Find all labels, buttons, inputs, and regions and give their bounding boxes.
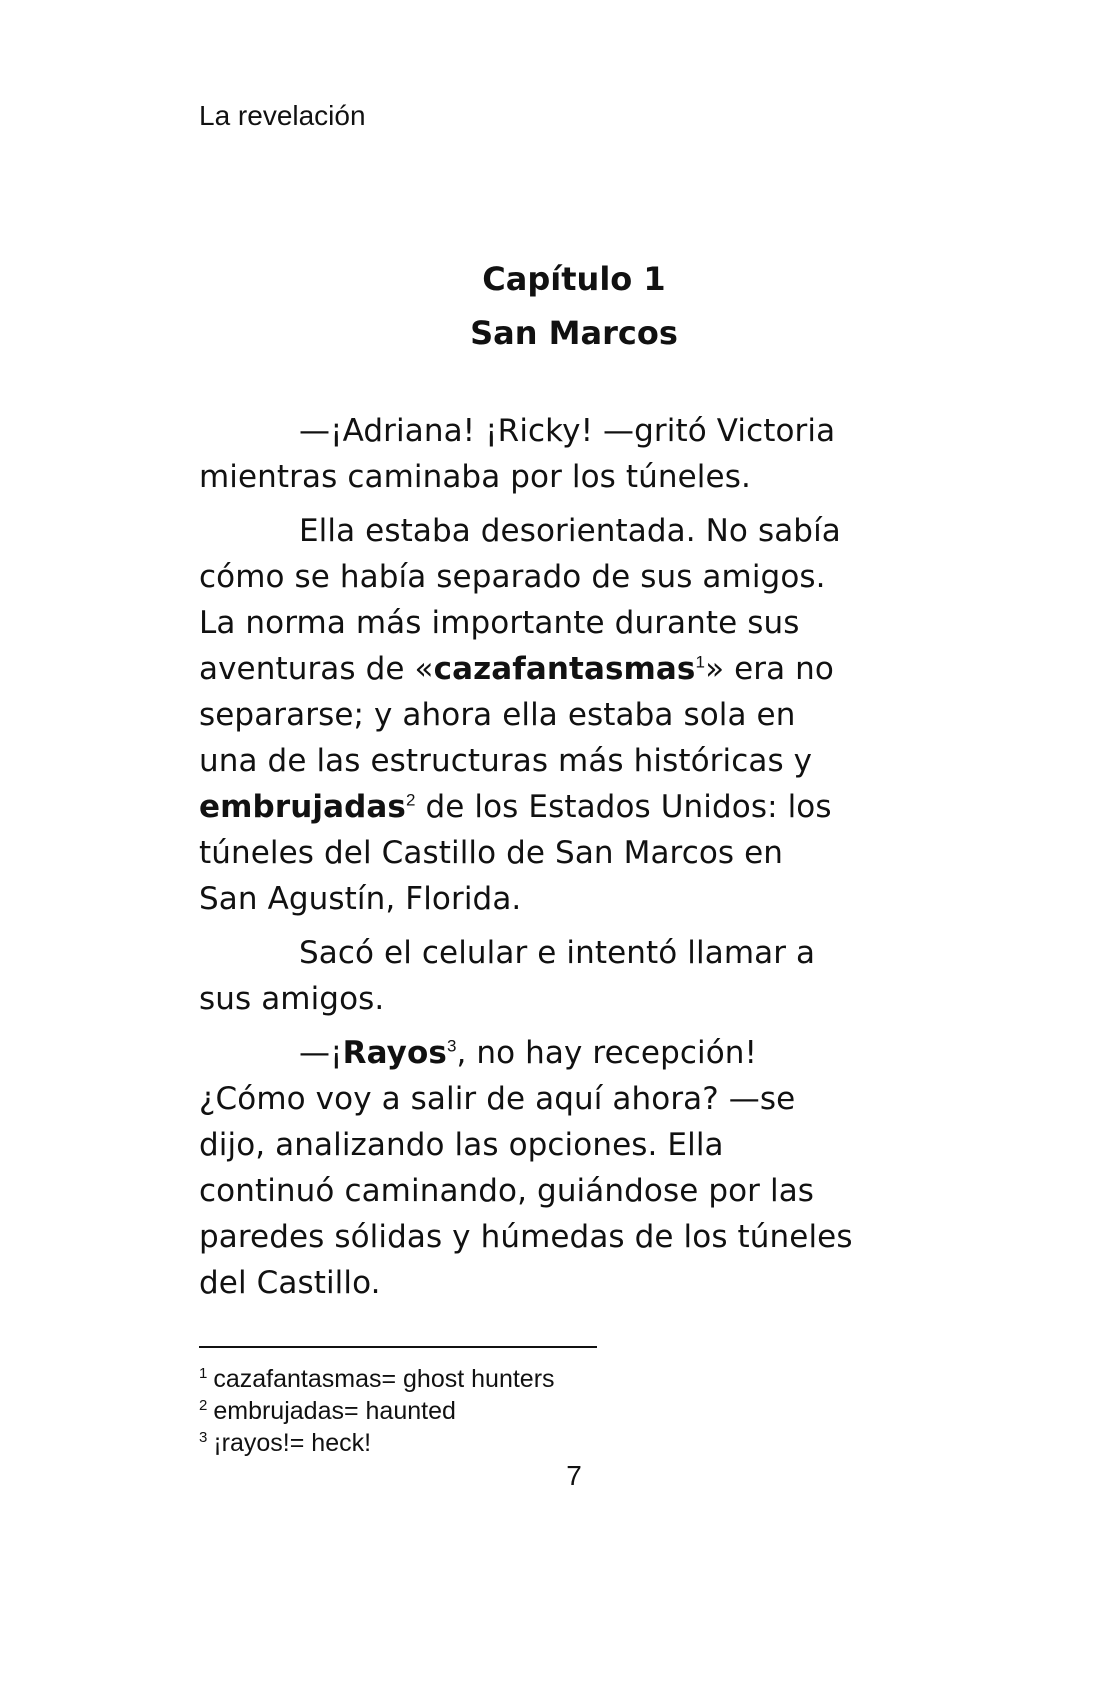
running-header: La revelación <box>199 100 366 131</box>
text-line: ¿Cómo voy a salir de aquí ahora? —se <box>199 1081 796 1117</box>
footnote-divider <box>199 1346 597 1348</box>
chapter-heading <box>0 252 1100 360</box>
text-line: dijo, analizando las opciones. Ella <box>199 1127 724 1163</box>
footnote-text: embrujadas= haunted <box>213 1397 456 1425</box>
text-line: mientras caminaba por los túneles. <box>199 459 751 495</box>
text-run: , no hay recepción! <box>456 1035 758 1071</box>
footnote-text: cazafantasmas= ghost hunters <box>213 1365 555 1393</box>
footnote-mark: 2 <box>199 1396 208 1414</box>
text-line: Sacó el celular e intentó llamar a <box>299 935 816 971</box>
footnote <box>199 1427 555 1459</box>
footnote-ref: 2 <box>405 790 416 810</box>
text-line: sus amigos. <box>199 981 385 1017</box>
paragraph <box>199 508 919 922</box>
chapter-number: Capítulo 1 <box>482 260 666 298</box>
glossary-term: cazafantasmas <box>433 651 696 687</box>
chapter-title: San Marcos <box>470 314 678 352</box>
text-line: Ella estaba desorientada. No sabía <box>299 513 841 549</box>
text-line: cómo se había separado de sus amigos. <box>199 559 826 595</box>
glossary-term: Rayos <box>342 1035 447 1071</box>
footnotes <box>199 1363 555 1459</box>
text-line: separarse; y ahora ella estaba sola en <box>199 697 796 733</box>
text-line: San Agustín, Florida. <box>199 881 522 917</box>
text-line: La norma más importante durante sus <box>199 605 800 641</box>
paragraph <box>199 1030 919 1306</box>
text-run: aventuras de « <box>199 651 434 687</box>
footnote-mark: 1 <box>199 1364 208 1382</box>
page-number: 7 <box>566 1460 582 1491</box>
text-line: del Castillo. <box>199 1265 381 1301</box>
text-line: —¡Adriana! ¡Ricky! —gritó Victoria <box>299 413 836 449</box>
text-line: una de las estructuras más históricas y <box>199 743 813 779</box>
footnote-ref: 1 <box>695 652 706 672</box>
text-line <box>199 784 919 830</box>
glossary-term: embrujadas <box>199 789 406 825</box>
text-run: —¡ <box>299 1035 343 1071</box>
text-run: » era no <box>705 651 834 687</box>
text-line: continuó caminando, guiándose por las <box>199 1173 815 1209</box>
body-text <box>199 408 919 1314</box>
footnote-mark: 3 <box>199 1428 208 1446</box>
footnote <box>199 1395 555 1427</box>
text-line: paredes sólidas y húmedas de los túneles <box>199 1219 853 1255</box>
text-line <box>199 1030 919 1076</box>
footnote-ref: 3 <box>446 1036 457 1056</box>
paragraph <box>199 408 919 500</box>
paragraph <box>199 930 919 1022</box>
text-line <box>199 646 919 692</box>
footnote-text: ¡rayos!= heck! <box>213 1429 372 1457</box>
text-line: túneles del Castillo de San Marcos en <box>199 835 784 871</box>
footnote <box>199 1363 555 1395</box>
text-run: de los Estados Unidos: los <box>415 789 832 825</box>
